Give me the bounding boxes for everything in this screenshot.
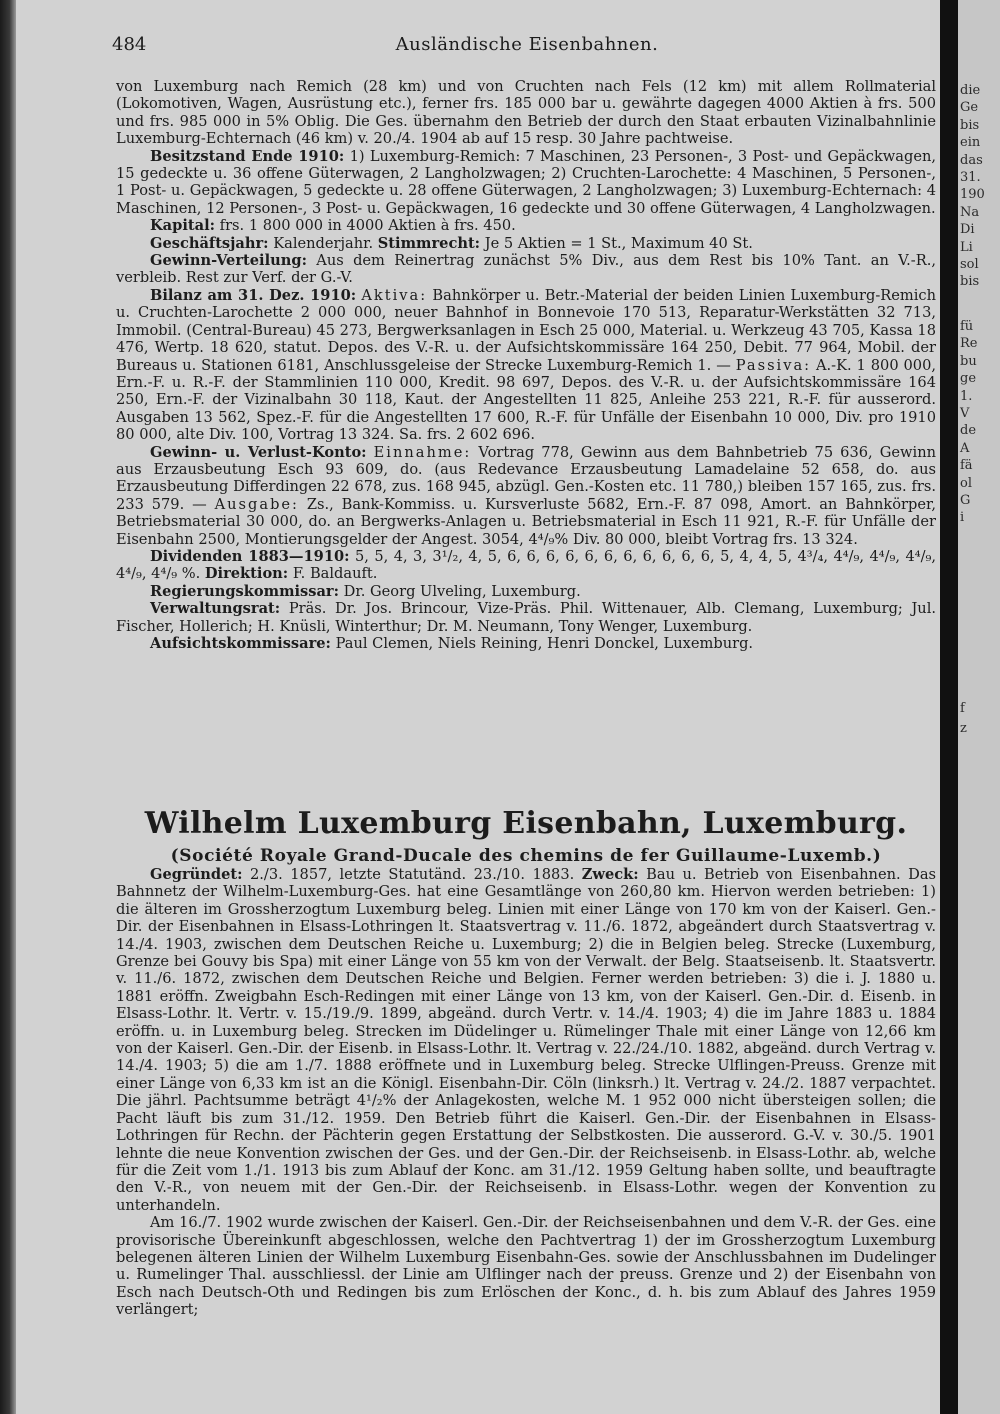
besitzstand-text: 1) Luxemburg-Remich: 7 Maschinen, 23 Personen-, 3 Post- und Gepäckwagen, 15 gedeckte u. 36 offene Güterwagen, 2 Langholzwagen; 2) Cruchten-Larochette: 4 Maschinen, 5 Personen-, 1 Post- u. Gepäckwagen, 5 gedeckte u. 28 offene Güterwagen, 2 Langholzwagen; 3) Luxemburg-Echternach: 4 Maschinen, 12 Personen-, 3 Post- u. Gepäckwagen, 16 gedeckte und 30 offene Güterwagen, 4 Langholzwagen. <box>116 147 937 217</box>
adjacent-fragment: die <box>960 83 981 98</box>
page-number: 484 <box>112 34 147 55</box>
adjacent-fragment: ein <box>960 135 981 151</box>
gegruendet-paragraph <box>116 866 936 1214</box>
adjacent-fragment: Di <box>960 222 975 238</box>
gewinn-verteilung-label: Gewinn-Verteilung: <box>150 252 307 270</box>
intro-paragraph: von Luxemburg nach Remich (28 km) und von Cruchten nach Fels (12 km) mit allem Rollmaterial (Lokomotiven, Wagen, Ausrüstung etc.), ferner frs. 185 000 bar u. gewährte dagegen 4000 Aktien à frs. 500 und frs. 985 000 in 5% Oblig. Die Ges. übernahm den Betrieb der durch den Staat erbauten Vizinalbahnlinie Luxemburg-Echternach (46 km) v. 20./4. 1904 ab auf 15 resp. 30 Jahre pachtweise. <box>116 78 936 148</box>
regierung-label: Regierungskommissar: <box>150 582 340 600</box>
document-page <box>16 0 940 1414</box>
adjacent-fragment: z <box>960 721 967 736</box>
adjacent-fragment: 31. <box>960 170 981 185</box>
page-header <box>112 34 942 58</box>
adjacent-fragment: i <box>960 510 965 526</box>
verwaltungsrat-text: Präs. Dr. Jos. Brincour, Vize-Präs. Phil. Wittenauer, Alb. Clemang, Luxemburg; Jul. Fischer, Hollerich; H. Knüsli, Winterthur; Dr. M. Neumann, Tony Wenger, Luxemburg. <box>116 600 937 635</box>
page-gutter <box>940 0 958 1414</box>
direktion-label: Direktion: <box>204 565 289 583</box>
kapital-label: Kapital: <box>150 217 216 235</box>
scan-left-edge <box>0 0 16 1414</box>
section-wilhelm-luxemburg <box>116 866 936 1319</box>
adjacent-fragment: Na <box>960 204 980 220</box>
company-title: Wilhelm Luxemburg Eisenbahn, Luxemburg. <box>144 806 908 841</box>
dividenden-label: Dividenden 1883—1910: <box>150 547 350 565</box>
kapital-paragraph <box>116 217 936 234</box>
zweck-label: Zweck: <box>581 866 639 883</box>
bilanz-paragraph <box>116 287 936 444</box>
adjacent-fragment: V <box>960 406 970 421</box>
passiva-word: Passiva: <box>735 356 812 374</box>
geschaeftsjahr-label: Geschäftsjahr: <box>150 234 269 252</box>
bilanz-passiva: A.-K. 1 800 000, Ern.-F. u. R.-F. der Stammlinien 110 000, Kredit. 98 697, Depos. des V.-R. u. der Aufsichtskommissäre 164 250, Ern.-F. der Vizinalbahn 30 118, Kaut. der Angestellten 11 825, Anleihe 253 221, R.-F. für ausserord. Ausgaben 13 562, Spez.-F. für die Angestellten 17 600, R.-F. für Unfälle der Eisenbahn 10 000, Div. pro 1910 80 000, alte Div. 100, Vortrag 13 324. Sa. frs. 2 602 696. <box>116 356 936 444</box>
adjacent-fragment: G <box>960 493 971 508</box>
company-subtitle: (Société Royale Grand-Ducale des chemins de fer Guillaume-Luxemb.) <box>170 846 882 866</box>
running-title: Ausländische Eisenbahnen. <box>395 34 659 55</box>
stimmrecht-text: Je 5 Aktien = 1 St., Maximum 40 St. <box>484 234 753 252</box>
aufsicht-label: Aufsichtskommissare: <box>150 635 331 652</box>
adjacent-fragment: das <box>960 152 983 168</box>
section-previous-company <box>116 78 936 652</box>
stimmrecht-label: Stimmrecht: <box>377 234 481 252</box>
gewinn-verteilung-paragraph <box>116 252 936 287</box>
adjacent-fragment: Li <box>960 239 973 255</box>
adjacent-fragment: Ge <box>960 100 979 116</box>
adjacent-fragment: Re <box>960 336 978 352</box>
zweck-text: Bau u. Betrieb von Eisenbahnen. Das Bahnnetz der Wilhelm-Luxemburg-Ges. hat eine Gesamtlänge von 260,80 km. Hiervon werden betrieben: 1) die älteren im Grossherzogtum Luxemburg beleg. Linien mit einer Länge von 170 km von der Kaiserl. Gen.-Dir. der Eisenbahnen in Elsass-Lothringen lt. Staatsvertrag v. 11./6. 1872, abgeändert durch Staatsvertrag v. 14./4. 1903, zwischen dem Deutschen Reiche u. Luxemburg; 2) die in Belgien beleg. Strecke (Luxemburg, Grenze bei Gouvy bis Spa) mit einer Länge von 55 km von der Verwalt. der Belg. Staatseisenb. lt. Staatsvertr. v. 11./6. 1872, zwischen dem Deutschen Reiche und Belgien. Ferner werden betrieben: 3) die i. J. 1880 u. 1881 eröffn. Zweigbahn Esch-Redingen mit einer Länge von 13 km, von der Kaiserl. Gen.-Dir. d. Eisenb. in Elsass-Lothr. lt. Vertr. v. 15./19./9. 1899, abgeänd. durch Vertr. v. 14./4. 1903; 4) die im Jahre 1883 u. 1884 eröffn. u. in Luxemburg beleg. Strecken im Düdelinger u. Rümelinger Thale mit einer Länge von 12,66 km von der Kaiserl. Gen.-Dir. der Eisenb. in Elsass-Lothr. lt. Vertrag v. 22./24./10. 1882, abgeänd. durch Vertrag v. 14./4. 1903; 5) die am 1./7. 1888 eröffnete und in Luxemburg beleg. Strecke Ulflingen-Preuss. Grenze mit einer Länge von 6,33 km ist an die Königl. Eisenbahn-Dir. Cöln (linksrh.) lt. Vertrag v. 24./2. 1887 verpachtet. Die jährl. Pachtsumme beträgt 4¹/₂% der Anlagekosten, welche M. 1 952 000 nicht übersteigen sollen; die Pacht läuft bis zum 31./12. 1959. Den Betrieb führt die Kaiserl. Gen.-Dir. der Eisenbahnen in Elsass-Lothringen für Rechn. der Pächterin gegen Erstattung der Selbstkosten. Die ausserord. G.-V. v. 30./5. 1901 lehnte die neue Konvention zwischen der Ges. und der Gen.-Dir. der Reichseisenb. in Elsass-Lothr. ab, welche für die Zeit vom 1./1. 1913 bis zum Ablauf der Konc. am 31./12. 1959 Geltung haben sollte, und beauftragte den V.-R., von neuem mit der Gen.-Dir. der Reichseisenb. in Elsass-Lothr. wegen der Konvention zu unterhandeln. <box>116 866 937 1214</box>
gewinn-verteilung-text: Aus dem Reinertrag zunächst 5% Div., aus dem Rest bis 10% Tant. an V.-R., verbleib. Rest zur Verf. der G.-V. <box>116 252 937 287</box>
einnahme-word: Einnahme: <box>373 443 472 461</box>
adjacent-fragment: ol <box>960 475 972 491</box>
ausgabe-word: Ausgabe: <box>214 495 299 513</box>
adjacent-fragment: bis <box>960 274 980 290</box>
aufsicht-paragraph <box>116 635 936 652</box>
geschaeftsjahr-text: Kalenderjahr. <box>273 234 374 252</box>
adjacent-fragment: 1. <box>960 388 973 404</box>
direktion-text: F. Baldauft. <box>292 565 378 583</box>
dividenden-text: 5, 5, 4, 3, 3¹/₂, 4, 5, 6, 6, 6, 6, 6, 6, 6, 6, 6, 6, 6, 5, 4, 4, 5, 4³/₄, 4⁴/₉, 4⁴/₉, 4⁴/₉, 4⁴/₉, 4⁴/₉ %. <box>116 547 937 583</box>
verwaltungsrat-paragraph <box>116 600 936 635</box>
adjacent-fragment: A <box>960 440 970 456</box>
guv-einnahme: Vortrag 778, Gewinn aus dem Bahnbetrieb 75 636, Gewinn aus Erzausbeutung Esch 93 609, do. (aus Redevance Erzausbeutung Lamadelaine 52 658, do. aus Erzausbeutung Differdingen 22 678, zus. 168 945, abzügl. Gen.-Kosten etc. 11 780,) bleiben 157 165, zus. frs. 233 579. — <box>116 443 937 513</box>
gegruendet-label: Gegründet: <box>150 866 243 883</box>
adjacent-fragment: fä <box>960 458 973 474</box>
besitzstand-paragraph <box>116 148 936 218</box>
besitzstand-label: Besitzstand Ende 1910: <box>150 147 345 165</box>
adjacent-fragment: f <box>960 701 965 716</box>
adjacent-fragment: bu <box>960 353 977 369</box>
adjacent-fragment: fü <box>960 319 974 334</box>
guv-ausgabe: Zs., Bank-Kommiss. u. Kursverluste 5682, Ern.-F. 87 098, Amort. an Bahnkörper, Betriebsmaterial 30 000, do. an Bergwerks-Anlagen u. Betriebsmaterial in Esch 11 921, R.-F. für Unfälle der Eisenbahn 2500, Montierungsgelder der Angest. 3054, 4⁴/₉% Div. 80 000, bleibt Vortrag frs. 13 324. <box>116 495 937 548</box>
adjacent-fragment: de <box>960 423 977 439</box>
aktiva-word: Aktiva: <box>361 286 428 304</box>
kapital-text: frs. 1 800 000 in 4000 Aktien à frs. 450. <box>219 217 516 235</box>
regierung-text: Dr. Georg Ulveling, Luxemburg. <box>343 582 581 600</box>
guv-paragraph <box>116 444 936 548</box>
verwaltungsrat-label: Verwaltungsrat: <box>150 600 281 618</box>
aufsicht-text: Paul Clemen, Niels Reining, Henri Donckel, Luxemburg. <box>335 635 754 652</box>
regierung-paragraph <box>116 583 936 600</box>
bilanz-label: Bilanz am 31. Dez. 1910: <box>150 286 357 304</box>
adjacent-page-strip <box>958 0 1000 1414</box>
adjacent-fragment: bis <box>960 117 980 133</box>
dividenden-paragraph <box>116 548 936 583</box>
gegruendet-text: 2./3. 1857, letzte Statutänd. 23./10. 1883. <box>249 866 575 883</box>
provisorische-uebereinkunft-paragraph: Am 16./7. 1902 wurde zwischen der Kaiserl. Gen.-Dir. der Reichseisenbahnen und dem V.-R. der Ges. eine provisorische Übereinkunft abgeschlossen, welche den Pachtvertrag 1) der im Grossherzogtum Luxemburg belegenen älteren Linien der Wilhelm Luxemburg Eisenbahn-Ges. sowie der Anschlussbahnen im Dudelinger u. Rumelinger Thal. ausschliessl. der Linie am Ulflinger nach der preuss. Grenze und 2) der Eisenbahn von Esch nach Deutsch-Oth und Redingen bis zum Erlöschen der Konc., d. h. bis zum Ablauf des Jahres 1959 verlängert; <box>116 1214 936 1319</box>
adjacent-fragment: ge <box>960 371 977 387</box>
bilanz-aktiva: Bahnkörper u. Betr.-Material der beiden Linien Luxemburg-Remich u. Cruchten-Larochette 2 000 000, neuer Bahnhof in Bonnevoie 170 513, Reparatur-Werkstätten 32 713, Immobil. (Central-Bureau) 45 273, Bergwerksanlagen in Esch 25 000, Material. u. Werkzeug 43 705, Kassa 18 476, Wertp. 18 620, statut. Depos. des V.-R. u. der Aufsichtskommissäre 164 250, Debit. 77 964, Mobil. der Bureaus u. Stationen 6181, Anschlussgeleise der Strecke Luxemburg-Remich 1. — <box>116 286 936 374</box>
adjacent-fragment: sol <box>960 257 979 272</box>
adjacent-fragment: 190 <box>960 187 985 203</box>
guv-label: Gewinn- u. Verlust-Konto: <box>150 443 367 461</box>
geschaeftsjahr-paragraph <box>116 235 936 252</box>
